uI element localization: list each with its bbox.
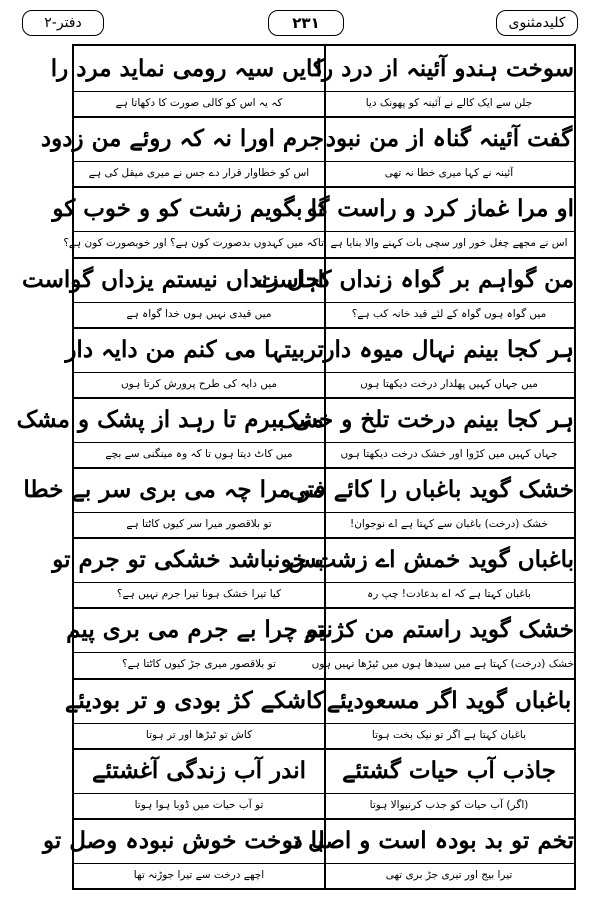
verse-row: [52, 186, 574, 231]
translation-first: اس نے مجھے چغل خور اور سچی بات کہنے والا بنایا ہے: [330, 237, 568, 250]
verse-row: [23, 467, 574, 512]
translation-first: خشک (درخت) باغبان سے کہتا ہے اے نوجوان!: [350, 518, 548, 530]
translation-first: باغبان کہتا ہے اگر تو نیک بخت ہوتا: [371, 728, 527, 741]
translation-row: [74, 161, 574, 186]
translation-second: میں قیدی نہیں ہوں خدا گواہ ہے: [126, 307, 272, 320]
verse-row: [52, 537, 574, 582]
translation-first: میں گواہ ہوں گواہ کے لئے قید خانہ کب ہے؟: [351, 307, 547, 320]
verse-first-hemistich: ہر کجا بینم درخت تلخ و خشک: [277, 405, 574, 433]
translation-second: کیا تیرا خشک ہونا تیرا جرم نہیں ہے؟: [116, 588, 282, 601]
translation-row: [74, 372, 574, 397]
verse-second-hemistich: جرم اورا نہ کہ روئے من زدود: [40, 125, 324, 153]
translation-first: میں جہاں کہیں پھلدار درخت دیکھتا ہوں: [360, 377, 538, 390]
verse-second-hemistich: بس نباشد خشکی تو جرم تو: [52, 546, 324, 574]
verse-second-hemistich: تربیتہا می کنم من دایہ دار: [65, 335, 324, 363]
verse-first-hemistich: تخم تو بد بودہ است و اصل تو: [281, 826, 574, 854]
translation-first: باغبان کہتا ہے کہ اے بدعادت! چپ رہ: [367, 588, 531, 601]
translation-row: [63, 231, 574, 256]
translation-second: اس کو خطاوار قرار دے جس نے میری میقل کی ہے: [88, 167, 310, 180]
verse-row: [64, 678, 574, 723]
translation-second: تو بلاقصور میرا سر کیوں کاٹتا ہے: [126, 518, 272, 530]
verse-row: [40, 116, 574, 161]
book-title: کلیدمثنوی: [496, 10, 578, 36]
translation-row: [74, 863, 574, 888]
translation-row: [74, 793, 574, 818]
translation-first: خشک (درخت) کہتا ہے میں سیدھا ہوں میں ٹیڑھا نہیں ہوں: [311, 658, 574, 671]
verse-first-hemistich: باغباں گوید خمش اے زشت خو: [280, 546, 574, 574]
translation-second: تاکہ میں کہدوں بدصورت کون ہے؟ اور خوبصورت کون ہے؟: [63, 237, 324, 250]
translation-row: [74, 442, 574, 467]
verse-second-hemistich: تا بگویم زشت کو و خوب کو: [52, 195, 324, 223]
verse-row: [74, 748, 574, 793]
verse-row: [66, 607, 574, 652]
verse-first-hemistich: جاذب آب حیات گشتئے: [342, 756, 556, 784]
translation-second: کاش تو ٹیڑھا اور تر ہوتا: [145, 728, 253, 741]
verse-row: [65, 327, 574, 372]
verse-first-hemistich: خشک گوید باغباں را کائے فتی: [288, 476, 574, 503]
translation-second: کہ یہ اس کو کالی صورت کا دکھاتا ہے: [115, 97, 283, 109]
verse-second-hemistich: اندر آب زندگی آغشتئے: [91, 756, 307, 784]
page-number: ۲۳۱: [268, 10, 344, 36]
translation-first: آئینہ نے کہا میری خطا نہ تھی: [384, 167, 514, 180]
volume-label: دفتر-۲: [22, 10, 104, 36]
translation-row: [74, 512, 574, 537]
verse-second-hemistich: با درخت خوش نبودہ وصل تو: [42, 826, 324, 854]
verse-first-hemistich: باغباں گوید اگر مسعودیئے: [326, 686, 572, 714]
verse-second-hemistich: کاشکے کژ بودی و تر بودیئے: [64, 686, 324, 714]
verse-second-hemistich: کایں سیہ رومی نماید مرد را: [50, 55, 324, 82]
translation-row: [74, 723, 574, 748]
translation-second: اچھے درخت سے تیرا جوڑنہ تھا: [133, 868, 265, 881]
verse-first-hemistich: ہر کجا بینم نہال میوہ دار: [323, 335, 574, 363]
translation-row: [74, 302, 574, 327]
translation-first: جہاں کہیں میں کڑوا اور خشک درخت دیکھتا ہوں: [340, 447, 558, 460]
translation-row: [74, 91, 574, 116]
verse-first-hemistich: گفت آئینہ گناہ از من نبود: [325, 125, 573, 153]
verse-row: [42, 818, 574, 863]
verse-second-hemistich: اہل زنداں نیستم یزداں گواست: [22, 265, 324, 293]
translation-first: جلن سے ایک کالے نے آئینہ کو پھونک دیا: [365, 97, 533, 109]
translation-second: میں کاٹ دیتا ہوں تا کہ وہ مینگنی سے بچے: [105, 447, 293, 460]
translation-row: [74, 652, 574, 677]
verse-first-hemistich: خشک گوید راستم من کژنیم: [304, 616, 574, 644]
translation-second: میں دایہ کی طرح پرورش کرتا ہوں: [120, 377, 278, 390]
verse-second-hemistich: می ببرم تا رہد از پشک و مشک: [16, 405, 324, 433]
translation-first: تیرا بیج اور تیری جڑ بری تھی: [385, 868, 513, 881]
verse-first-hemistich: او مرا غماز کرد و راست گو: [306, 195, 574, 223]
verse-second-hemistich: تو چرا بے جرم می بری پیم: [66, 616, 324, 644]
translation-row: [74, 582, 574, 607]
verse-row: [50, 46, 574, 91]
translation-second: تو بلاقصور میری جڑ کیوں کاٹتا ہے؟: [122, 658, 276, 671]
verse-second-hemistich: مر مرا چہ می بری سر بے خطا: [23, 476, 324, 503]
verse-first-hemistich: سوخت ہندو آئینہ از درد را: [315, 55, 574, 82]
translation-second: تو آب حیات میں ڈوبا ہوا ہوتا: [134, 798, 264, 811]
translation-first: (اگر) آب حیات کو جذب کرنیوالا ہوتا: [369, 798, 529, 811]
verse-row: [22, 257, 574, 302]
verse-row: [16, 397, 574, 442]
verse-first-hemistich: من گواہم بر گواہ زنداں کجاست: [256, 265, 574, 293]
couplet-table: [16, 44, 576, 890]
